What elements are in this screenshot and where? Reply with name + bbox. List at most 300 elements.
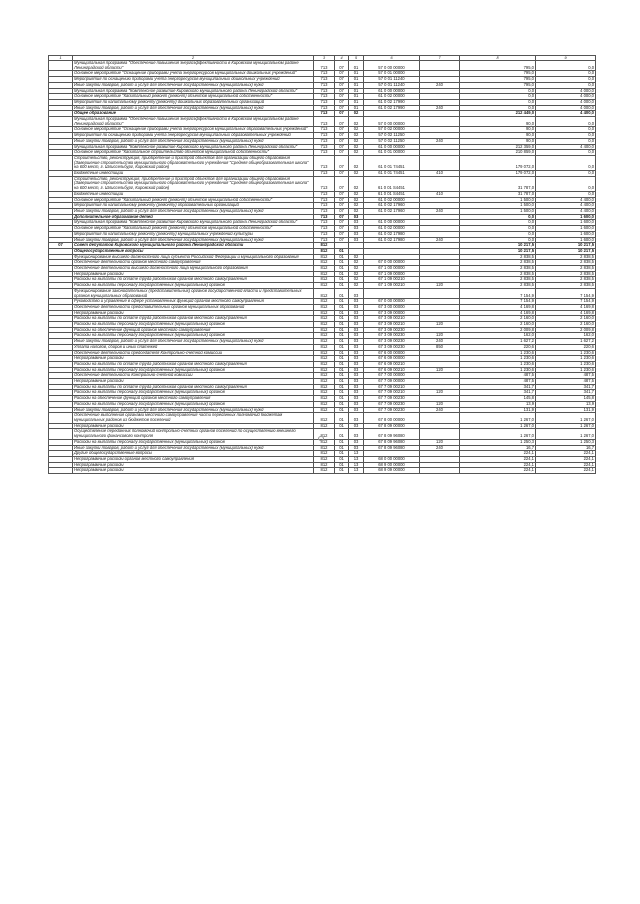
admin-code-cell: 812 [314,439,335,445]
subsection-code-cell: 03 [349,214,364,220]
amount-2019-cell: 4 000,0 [536,99,596,105]
amount-2018-cell: 1 267,0 [460,429,536,439]
admin-code-cell: 713 [314,176,335,191]
subsection-code-cell: 03 [349,423,364,429]
section-code-cell: 01 [335,248,349,254]
subsection-code-cell: 02 [349,176,364,191]
subsection-code-cell: 03 [349,339,364,345]
target-article-cell: 61 0 01 00000 [364,150,420,156]
subsection-code-cell: 03 [349,390,364,396]
admin-code-cell: 713 [314,133,335,139]
subsection-code-cell: 02 [349,155,364,170]
amount-2019-cell: 1 267,0 [536,429,596,439]
section-code-cell: 07 [335,203,349,209]
expense-type-cell: 240 [420,82,460,88]
amount-2019-cell: 0,0 [536,71,596,77]
amount-2018-cell: 795,0 [460,77,536,83]
amount-2018-cell: 210 859,0 [460,150,536,156]
amount-2019-cell: 0,0 [536,133,596,139]
item-name-cell: Расходы на выплаты по оплате труда работников органов местного самоуправления [73,384,314,390]
target-article-cell: 67 6 00 00000 [364,350,420,356]
header-cell: 9 [536,56,596,61]
amount-2019-cell: 4 169,8 [536,304,596,310]
subsection-code-cell: 02 [349,208,364,214]
admin-code-cell: 812 [314,310,335,316]
admin-code-cell: 713 [314,127,335,133]
item-name-cell: Непрограммные расходы [73,310,314,316]
amount-2018-cell: 2 838,5 [460,266,536,272]
item-name-cell: Муниципальная программа "Обеспечение повышения энергоэффективности в Кировском муниципальном районе Ленинградской области" [73,117,314,127]
admin-code-cell: 812 [314,379,335,385]
section-code-cell: 01 [335,361,349,367]
amount-2019-cell: 0,0 [536,117,596,127]
table-row [49,176,596,191]
amount-2019-cell: 16,7 [536,445,596,451]
section-code-cell: 07 [335,77,349,83]
budget-table-page [48,55,595,474]
item-name-cell: Непрограммные расходы [73,379,314,385]
item-name-cell: Основное мероприятие "Оснащение приборами учета энергоресурсов муниципальных образовательных учреждений" [73,127,314,133]
row-number-cell [49,468,73,474]
amount-2019-cell: 341,7 [536,390,596,396]
amount-2018-cell: 0,0 [460,226,536,232]
admin-code-cell: 713 [314,208,335,214]
amount-2019-cell: 1 267,0 [536,423,596,429]
section-code-cell: 07 [335,150,349,156]
section-code-cell: 07 [335,138,349,144]
subsection-code-cell: 02 [349,191,364,197]
item-name-cell: Расходы на выплаты персоналу государственных (муниципальных) органов [73,283,314,289]
item-name-cell: Иные закупки товаров, работ и услуг для обеспечения государственных (муниципальных) нужд [73,105,314,111]
section-code-cell: 01 [335,288,349,298]
target-article-cell: 57 0 00 00000 [364,61,420,71]
admin-code-cell: 812 [314,283,335,289]
item-name-cell: Обеспечение деятельности председателя Контрольно-счетной комиссии [73,350,314,356]
target-article-cell: 67 0 00 00000 [364,299,420,305]
section-code-cell: 01 [335,367,349,373]
amount-2018-cell: 2 838,5 [460,254,536,260]
section-code-cell: 01 [335,451,349,457]
amount-2019-cell: 1 600,0 [536,231,596,237]
amount-2019-cell: 1 250,3 [536,439,596,445]
item-name-cell: Муниципальная программа "Комплексное развитие Кировского муниципального района Ленинградской области" [73,220,314,226]
item-name-cell: Непрограммные расходы [73,462,314,468]
budget-table [48,55,596,474]
table-row [49,117,596,127]
amount-2018-cell: 179 072,0 [460,171,536,177]
row-number-cell [49,176,73,191]
amount-2018-cell: 1 230,6 [460,350,536,356]
subsection-code-cell: 13 [349,456,364,462]
subsection-code-cell: 02 [349,144,364,150]
section-code-cell: 07 [335,94,349,100]
subsection-code-cell: 03 [349,344,364,350]
section-code-cell: 01 [335,379,349,385]
admin-code-cell: 812 [314,401,335,407]
item-name-cell: Муниципальная программа "Обеспечение повышения энергоэффективности в Кировском муниципальном районе Ленинградской области" [73,61,314,71]
item-name-cell: Осуществление переданных полномочий контрольно-счетных органов поселений по осуществлению внешнего муниципального финансового контроля [73,429,314,439]
section-code-cell: 07 [335,99,349,105]
target-article-cell [364,288,420,298]
amount-2018-cell: 1 250,3 [460,439,536,445]
amount-2018-cell: 212 449,0 [460,111,536,117]
amount-2019-cell: 224,1 [536,456,596,462]
target-article-cell: 61 0 02 17990 [364,105,420,111]
admin-code-cell: 713 [314,155,335,170]
section-code-cell: 01 [335,344,349,350]
target-article-cell: 61 0 00 00000 [364,88,420,94]
amount-2018-cell: 10 217,5 [460,243,536,249]
subsection-code-cell: 03 [349,299,364,305]
item-name-cell: Функционирование законодательных (представительных) органов государственной власти и представительных органов муниципальных образований [73,288,314,298]
amount-2018-cell: 0,0 [460,231,536,237]
admin-code-cell: 812 [314,322,335,328]
target-article-cell: 67 7 09 00210 [364,384,420,390]
item-name-cell: Обеспечение деятельности Контрольно-счетной комиссии [73,373,314,379]
item-name-cell: Расходы на выплаты персоналу государственных (муниципальных) органов [73,367,314,373]
admin-code-cell: 812 [314,243,335,249]
target-article-cell: 67 6 09 00210 [364,361,420,367]
admin-code-cell: 812 [314,327,335,333]
item-name-cell: Непрограммные расходы органов местного самоуправления [73,456,314,462]
admin-code-cell: 812 [314,356,335,362]
subsection-code-cell: 02 [349,203,364,209]
admin-code-cell: 713 [314,71,335,77]
amount-2018-cell: 162,0 [460,333,536,339]
amount-2018-cell: 212 359,0 [460,144,536,150]
amount-2019-cell: 487,5 [536,379,596,385]
item-name-cell: Основное мероприятие "Капитальный ремонт (ремонт) объектов муниципальной собственности" [73,226,314,232]
amount-2019-cell: 2 160,0 [536,322,596,328]
amount-2018-cell: 341,7 [460,390,536,396]
target-article-cell: 61 0 02 17960 [364,203,420,209]
subsection-code-cell: 01 [349,61,364,71]
target-article-cell: 67 3 09 00230 [364,344,420,350]
amount-2019-cell: 2 838,5 [536,271,596,277]
table-row [49,413,596,423]
subsection-code-cell: 03 [349,445,364,451]
expense-type-cell: 120 [420,322,460,328]
item-name-cell: Иные закупки товаров, работ и услуг для обеспечения государственных (муниципальных) нужд [73,445,314,451]
amount-2019-cell: 2 838,5 [536,266,596,272]
admin-code-cell: 812 [314,344,335,350]
admin-code-cell: 713 [314,231,335,237]
section-code-cell: 07 [335,197,349,203]
admin-code-cell: 812 [314,462,335,468]
item-name-cell: Строительство, реконструкция, приобретение и пристрой объектов для организации общего образования (Завершение строительства муниципального образовательного учреждения "Средняя общеобразовательная школа" на 600 мест, г. Шлиссельбург, Кировский район) [73,176,314,191]
section-code-cell: 01 [335,423,349,429]
section-code-cell: 07 [335,176,349,191]
target-article-cell: 68 9 00 00000 [364,462,420,468]
target-article-cell: 67 1 09 00210 [364,283,420,289]
item-name-cell: Расходы на выплаты персоналу государственных (муниципальных) органов [73,401,314,407]
item-name-cell: Обеспечение деятельности органов местного самоуправления [73,260,314,266]
subsection-code-cell: 03 [349,327,364,333]
admin-code-cell: 812 [314,248,335,254]
amount-2018-cell: 4 169,8 [460,310,536,316]
subsection-code-cell: 02 [349,111,364,117]
amount-2018-cell: 179 072,0 [460,155,536,170]
admin-code-cell: 713 [314,191,335,197]
subsection-code-cell: 03 [349,367,364,373]
admin-code-cell: 812 [314,429,335,439]
subsection-code-cell: 02 [349,138,364,144]
amount-2018-cell: 0,0 [460,105,536,111]
amount-2018-cell: 795,0 [460,82,536,88]
admin-code-cell: 713 [314,105,335,111]
expense-type-cell: 240 [420,208,460,214]
item-name-cell: Непрограммные расходы [73,356,314,362]
target-article-cell: 57 0 02 11250 [364,133,420,139]
section-code-cell: 01 [335,322,349,328]
expense-type-cell [420,413,460,423]
expense-type-cell [420,468,460,474]
section-code-cell: 01 [335,429,349,439]
section-code-cell: 01 [335,468,349,474]
section-code-cell: 01 [335,396,349,402]
expense-type-cell [420,429,460,439]
admin-code-cell: 812 [314,304,335,310]
item-name-cell: Расходы на выплаты персоналу государственных (муниципальных) органов [73,439,314,445]
admin-code-cell: 812 [314,266,335,272]
admin-code-cell: 812 [314,316,335,322]
target-article-cell: 67 7 09 00230 [364,396,420,402]
target-article-cell: 67 1 09 00000 [364,271,420,277]
subsection-code-cell: 02 [349,283,364,289]
target-article-cell: 61 0 02 17980 [364,231,420,237]
row-number-cell [49,413,73,423]
subsection-code-cell: 03 [349,407,364,413]
target-article-cell: 57 0 00 00000 [364,117,420,127]
amount-2019-cell: 4 400,0 [536,144,596,150]
subsection-code-cell: 02 [349,197,364,203]
subsection-code-cell: 02 [349,260,364,266]
amount-2019-cell: 1 600,0 [536,214,596,220]
section-code-cell: 07 [335,111,349,117]
amount-2018-cell: 0,0 [460,94,536,100]
amount-2019-cell: 0,0 [536,61,596,71]
target-article-cell: 67 7 09 00210 [364,390,420,396]
amount-2018-cell: 2 838,5 [460,260,536,266]
item-name-cell: Муниципальная программа "Комплексное развитие Кировского муниципального района Ленинградской области" [73,88,314,94]
table-row [49,61,596,71]
row-number-cell [49,117,73,127]
amount-2019-cell: 131,9 [536,407,596,413]
amount-2018-cell: 224,1 [460,451,536,457]
expense-type-cell: 850 [420,344,460,350]
amount-2019-cell: 487,5 [536,373,596,379]
admin-code-cell: 713 [314,77,335,83]
section-code-cell: 01 [335,333,349,339]
subsection-code-cell: 03 [349,316,364,322]
item-name-cell: Мероприятия по капитальному ремонту (ремонту) образовательных организаций [73,203,314,209]
subsection-code-cell: 03 [349,439,364,445]
amount-2018-cell: 341,7 [460,384,536,390]
amount-2019-cell: 10 217,5 [536,243,596,249]
table-row [49,468,596,474]
amount-2019-cell: 224,1 [536,451,596,457]
amount-2019-cell: 2 838,5 [536,254,596,260]
item-name-cell: Мероприятия по оснащению приборами учета энергоресурсов муниципальных дошкольных учреждений [73,77,314,83]
admin-code-cell: 713 [314,214,335,220]
item-name-cell: Основное мероприятие "Капитальный ремонт (ремонт) объектов муниципальной собственности" [73,197,314,203]
item-name-cell: Непрограммные расходы [73,271,314,277]
admin-code-cell: 812 [314,423,335,429]
section-code-cell: 07 [335,226,349,232]
item-name-cell: Иные закупки товаров, работ и услуг для обеспечения государственных (муниципальных) нужд [73,237,314,243]
section-code-cell: 01 [335,413,349,423]
subsection-code-cell: 03 [349,429,364,439]
header-cell: 3 [314,56,335,61]
target-article-cell: 61 0 01 S4451 [364,176,420,191]
section-code-cell: 01 [335,271,349,277]
subsection-code-cell: 13 [349,451,364,457]
subsection-code-cell: 03 [349,350,364,356]
subsection-code-cell: 02 [349,254,364,260]
amount-2019-cell: 1 230,6 [536,361,596,367]
amount-2019-cell: 1 600,0 [536,220,596,226]
amount-2018-cell: 224,1 [460,468,536,474]
amount-2019-cell: 1 267,0 [536,413,596,423]
amount-2018-cell: 13,9 [460,401,536,407]
target-article-cell: 67 8 09 00000 [364,423,420,429]
amount-2018-cell: 31 787,0 [460,176,536,191]
target-article-cell: 61 0 00 00000 [364,220,420,226]
amount-2018-cell: 10 217,5 [460,248,536,254]
item-name-cell: Муниципальная программа "Комплексное развитие Кировского муниципального района Ленинградской области" [73,144,314,150]
section-code-cell: 07 [335,127,349,133]
item-name-cell: Расходы на выплаты по оплате труда работников органов местного самоуправления [73,316,314,322]
item-name-cell: Мероприятия по оснащению приборами учета энергоресурсов муниципальных образовательных учреждений [73,133,314,139]
admin-code-cell: 713 [314,88,335,94]
amount-2018-cell: 7 154,9 [460,299,536,305]
subsection-code-cell: 02 [349,271,364,277]
target-article-cell: 67 3 09 00210 [364,322,420,328]
subsection-code-cell: 01 [349,71,364,77]
item-name-cell: Иные закупки товаров, работ и услуг для обеспечения государственных (муниципальных) нужд [73,82,314,88]
amount-2018-cell: 795,0 [460,61,536,71]
amount-2018-cell: 2 160,0 [460,322,536,328]
amount-2019-cell: 2 838,5 [536,283,596,289]
admin-code-cell: 713 [314,144,335,150]
section-code-cell: 01 [335,407,349,413]
table-row [49,288,596,298]
expense-type-cell: 240 [420,407,460,413]
subsection-code-cell: 03 [349,379,364,385]
item-name-cell: Общегосударственные вопросы [73,248,314,254]
subsection-code-cell: 02 [349,150,364,156]
section-code-cell: 01 [335,299,349,305]
section-code-cell: 01 [335,445,349,451]
subsection-code-cell: 03 [349,304,364,310]
admin-code-cell: 812 [314,271,335,277]
amount-2018-cell: 4 169,8 [460,304,536,310]
subsection-code-cell: 03 [349,333,364,339]
header-cell: 1 [49,56,73,61]
amount-2018-cell: 2 838,5 [460,283,536,289]
admin-code-cell: 812 [314,367,335,373]
amount-2019-cell: 162,0 [536,333,596,339]
row-number-cell [49,288,73,298]
header-cell: 5 [349,56,364,61]
admin-code-cell: 812 [314,396,335,402]
target-article-cell: 68 9 09 00000 [364,468,420,474]
section-code-cell: 01 [335,260,349,266]
item-name-cell: Основное мероприятие "Капитальное строительство объектов муниципальной собственности" [73,150,314,156]
amount-2019-cell: 341,7 [536,384,596,390]
admin-code-cell: 713 [314,237,335,243]
admin-code-cell: 713 [314,220,335,226]
expense-type-cell: 120 [420,283,460,289]
amount-2019-cell: 0,0 [536,191,596,197]
section-code-cell: 07 [335,220,349,226]
amount-2019-cell: 0,0 [536,82,596,88]
target-article-cell: 67 8 00 00000 [364,413,420,423]
section-code-cell: 01 [335,277,349,283]
table-body [49,56,596,474]
subsection-code-cell: 03 [349,413,364,423]
amount-2019-cell: 2 160,0 [536,316,596,322]
target-article-cell: 57 0 02 00000 [364,127,420,133]
admin-code-cell: 713 [314,171,335,177]
section-code-cell: 07 [335,82,349,88]
admin-code-cell: 812 [314,468,335,474]
subsection-code-cell: 02 [349,133,364,139]
item-name-cell: Совет депутатов Кировского муниципального района Ленинградской области [73,243,314,249]
amount-2018-cell: 1 230,6 [460,367,536,373]
subsection-code-cell: 01 [349,77,364,83]
amount-2019-cell: 2 009,8 [536,327,596,333]
item-name-cell: Обеспечение деятельности высшего должностного лица муниципального образования [73,266,314,272]
section-code-cell: 01 [335,462,349,468]
section-code-cell: 01 [335,384,349,390]
target-article-cell: 67 7 09 00230 [364,407,420,413]
section-code-cell: 07 [335,171,349,177]
admin-code-cell: 812 [314,254,335,260]
subsection-code-cell: 03 [349,231,364,237]
subsection-code-cell: 03 [349,237,364,243]
section-code-cell: 01 [335,316,349,322]
target-article-cell: 61 0 02 17980 [364,237,420,243]
amount-2018-cell: 2 838,5 [460,271,536,277]
subsection-code-cell: 02 [349,117,364,127]
section-code-cell: 07 [335,214,349,220]
subsection-code-cell: 03 [349,310,364,316]
section-code-cell: 07 [335,237,349,243]
amount-2018-cell: 1 230,6 [460,361,536,367]
target-article-cell: 68 0 00 00000 [364,456,420,462]
amount-2018-cell: 224,1 [460,456,536,462]
row-number-cell [49,429,73,439]
header-cell: 4 [335,56,349,61]
amount-2019-cell: 7 154,9 [536,299,596,305]
item-name-cell: Основное мероприятие "Капитальный ремонт (ремонт) объектов муниципальной собственности" [73,94,314,100]
section-code-cell: 01 [335,304,349,310]
amount-2018-cell: 0,0 [460,237,536,243]
subsection-code-cell: 13 [349,468,364,474]
admin-code-cell: 812 [314,333,335,339]
amount-2019-cell: 0,0 [536,150,596,156]
amount-2019-cell: 220,6 [536,344,596,350]
section-code-cell: 01 [335,266,349,272]
section-code-cell: 01 [335,456,349,462]
admin-code-cell: 812 [314,288,335,298]
target-article-cell: 61 0 00 00000 [364,144,420,150]
admin-code-cell: 812 [314,350,335,356]
amount-2018-cell: 224,1 [460,462,536,468]
item-name-cell: Иные закупки товаров, работ и услуг для обеспечения государственных (муниципальных) нужд [73,339,314,345]
amount-2018-cell: 1 500,0 [460,203,536,209]
